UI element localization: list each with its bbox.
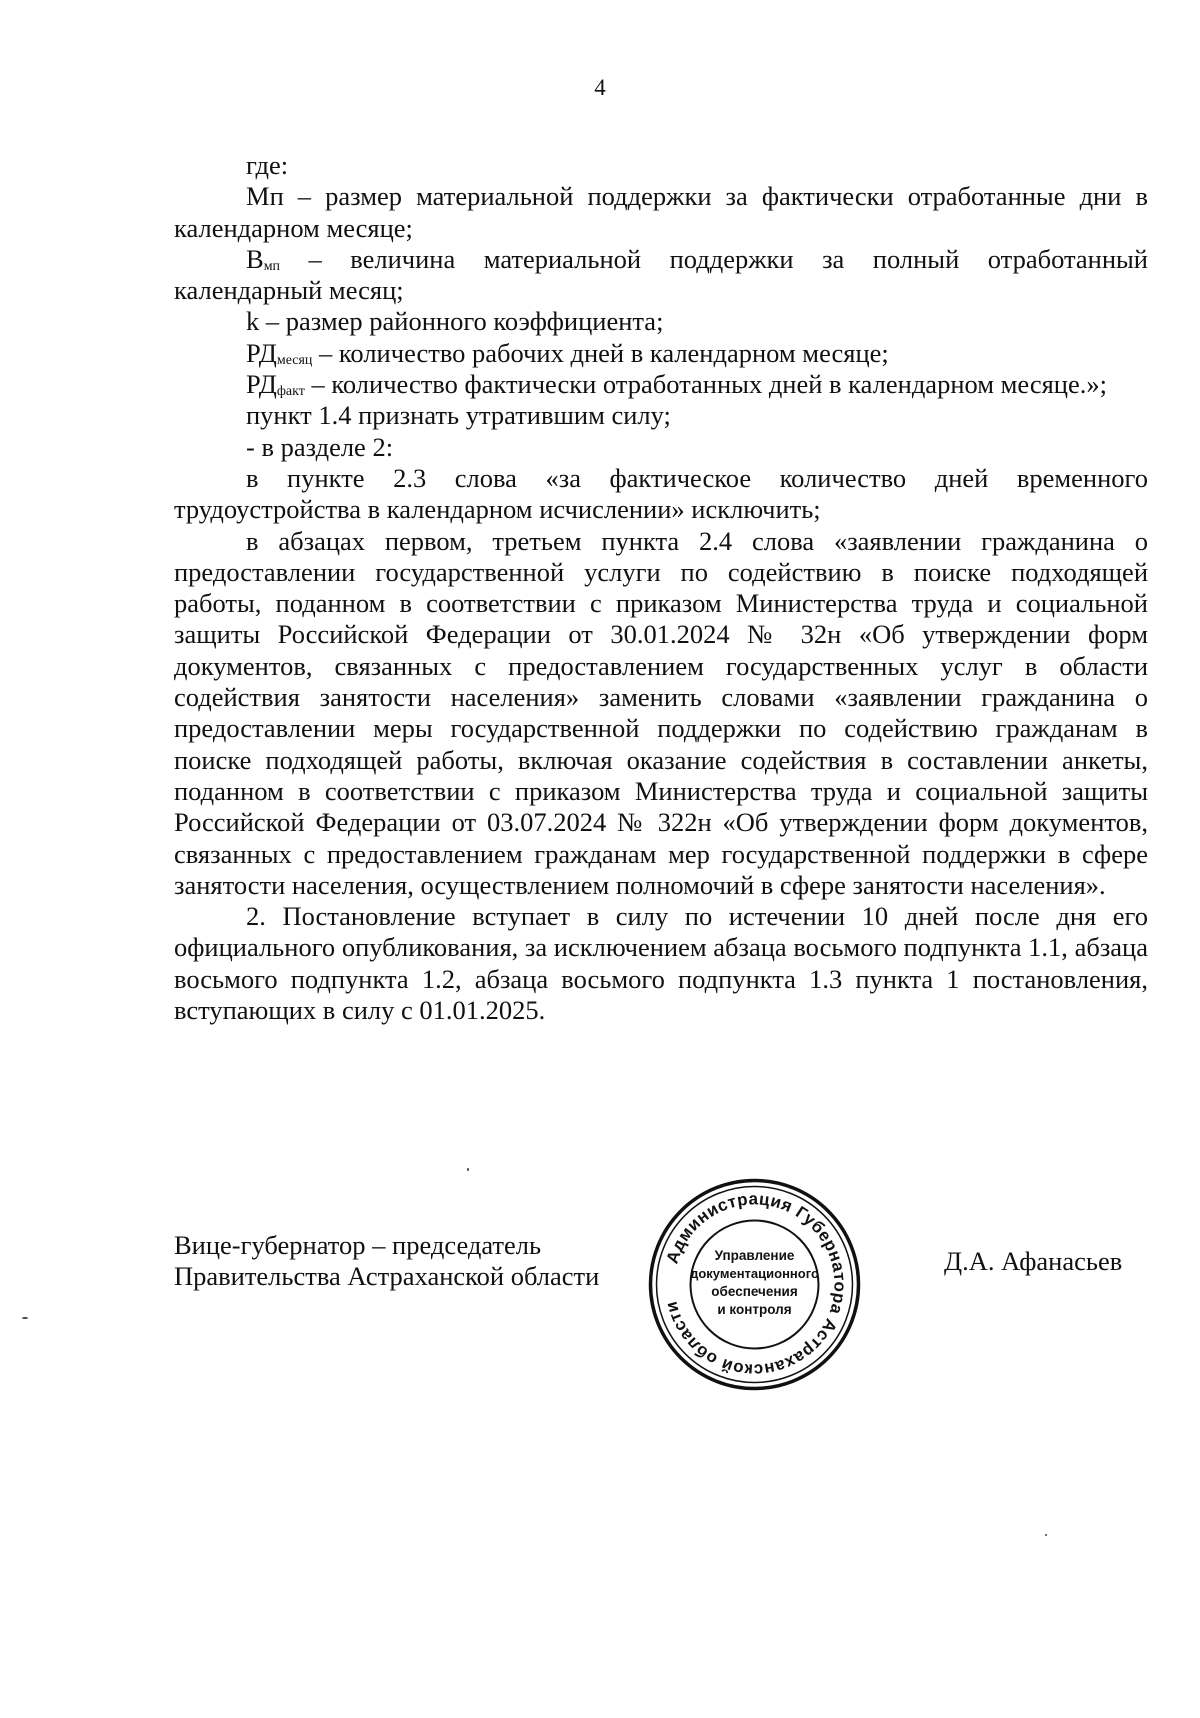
signatory-position <box>174 1230 599 1293</box>
page-number: 4 <box>594 75 606 100</box>
paragraph: - в разделе 2: <box>246 431 394 462</box>
subscript: мп <box>263 258 281 274</box>
subscript: месяц <box>276 352 313 368</box>
subscript: факт <box>276 384 305 400</box>
scan-speck <box>1045 1534 1047 1536</box>
paragraph: $РД_{месяц}$ – количество рабочих дней в календарном месяце; <box>246 337 889 368</box>
document-body <box>174 150 1148 1026</box>
signatory-position-line-1: Вице-губернатор – председатель <box>174 1230 542 1260</box>
scan-speck <box>467 1168 469 1171</box>
paragraph: $В_{мп}$ – величина материальной поддержки за полный отработанный календарный месяц; <box>174 243 1148 306</box>
paragraph: в пункте 2.3 слова «за фактическое количество дней временного трудоустройства в календарном исчислении» исключить; <box>174 462 1148 525</box>
seal-inner-line-4: и контроля <box>717 1302 792 1317</box>
signatory-name: Д.А. Афанасьев <box>944 1246 1123 1276</box>
paragraph: k – размер районного коэффициента; <box>246 306 664 337</box>
official-seal-graphic <box>647 1177 862 1392</box>
paragraph: Мп – размер материальной поддержки за фактически отработанные дни в календарном месяце; <box>174 181 1148 243</box>
paragraph: $РД_{факт}$ – количество фактически отработанных дней в календарном месяце.»; <box>246 369 1107 400</box>
signatory-position-line-2: Правительства Астраханской области <box>174 1261 600 1292</box>
paragraph: в абзацах первом, третьем пункта 2.4 слова «заявлении гражданина о предоставлении государственной услуги по содействию в поиске подходящей работы, поданном в соответствии с приказом Министерства труда и социальной защиты Российской Федерации от 30.01.2024 № 32н «Об утверждении форм документов, связанных с предоставлением государственных услуг в области содействия занятости населения» заменить словами «заявлении гражданина о предоставлении меры государственной поддержки по содействию гражданам в поиске подходящей работы, включая оказание содействия в составлении анкеты, поданном в соответствии с приказом Министерства труда и социальной защиты Российской Федерации от 03.07.2024 № 322н «Об утверждении форм документов, связанных с предоставлением гражданам мер государственной поддержки в сфере занятости населения, осуществлением полномочий в сфере занятости населения». <box>174 525 1148 900</box>
scan-speck <box>22 1317 28 1319</box>
seal-inner-line-1: Управление <box>714 1248 795 1263</box>
paragraph: 2. Постановление вступает в силу по истечении 10 дней после дня его официального опубликования, за исключением абзаца восьмого подпункта 1.1, абзаца восьмого подпункта 1.2, абзаца восьмого подпункта 1.3 пункта 1 постановления, вступающих в силу с 01.01.2025. <box>174 901 1148 1026</box>
seal-outer-text: Администрация Губернатора Астраханской области <box>661 1189 850 1380</box>
seal-inner-line-3: обеспечения <box>711 1284 798 1299</box>
seal-inner-line-2: документационного <box>690 1266 819 1281</box>
paragraph: пункт 1.4 признать утратившим силу; <box>246 400 671 431</box>
official-seal <box>647 1177 862 1392</box>
paragraph: где: <box>246 150 289 180</box>
